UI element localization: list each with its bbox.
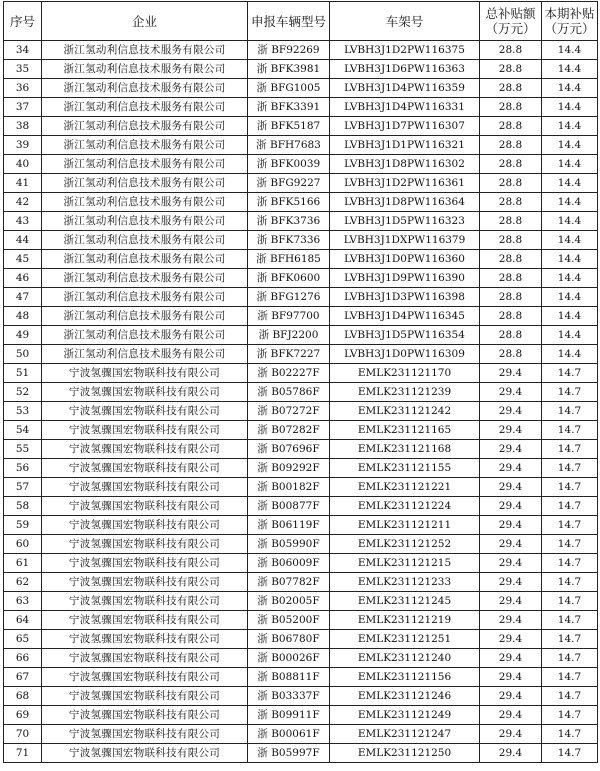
total-subsidy-cell: 29.4 bbox=[480, 611, 542, 630]
serial-number-cell: 36 bbox=[4, 79, 42, 98]
total-subsidy-cell: 29.4 bbox=[480, 440, 542, 459]
plate-number-cell: 浙 BF92269 bbox=[248, 41, 330, 60]
current-subsidy-cell: 14.7 bbox=[542, 421, 598, 440]
table-row bbox=[4, 174, 598, 193]
vin-cell: LVBH3J1D2PW116361 bbox=[330, 174, 480, 193]
total-subsidy-cell: 28.8 bbox=[480, 98, 542, 117]
company-cell: 宁波氢骤国宏物联科技有限公司 bbox=[42, 668, 248, 687]
current-subsidy-cell: 14.7 bbox=[542, 383, 598, 402]
total-subsidy-cell: 28.8 bbox=[480, 326, 542, 345]
total-subsidy-cell: 29.4 bbox=[480, 744, 542, 763]
table-row bbox=[4, 516, 598, 535]
company-cell: 宁波氢骤国宏物联科技有限公司 bbox=[42, 706, 248, 725]
vin-cell: EMLK231121233 bbox=[330, 573, 480, 592]
current-subsidy-cell: 14.7 bbox=[542, 668, 598, 687]
current-subsidy-cell: 14.4 bbox=[542, 136, 598, 155]
company-cell: 浙江氢动利信息技术服务有限公司 bbox=[42, 231, 248, 250]
serial-number-cell: 40 bbox=[4, 155, 42, 174]
current-subsidy-cell: 14.4 bbox=[542, 288, 598, 307]
current-subsidy-cell: 14.7 bbox=[542, 516, 598, 535]
serial-number-cell: 70 bbox=[4, 725, 42, 744]
table-row bbox=[4, 630, 598, 649]
plate-number-cell: 浙 BFH6185 bbox=[248, 250, 330, 269]
table-row bbox=[4, 98, 598, 117]
table-row bbox=[4, 60, 598, 79]
total-subsidy-cell: 28.8 bbox=[480, 60, 542, 79]
serial-number-cell: 37 bbox=[4, 98, 42, 117]
current-subsidy-cell: 14.4 bbox=[542, 307, 598, 326]
current-subsidy-cell: 14.7 bbox=[542, 478, 598, 497]
vin-cell: LVBH3J1D1PW116321 bbox=[330, 136, 480, 155]
table-row bbox=[4, 744, 598, 763]
company-cell: 宁波氢骤国宏物联科技有限公司 bbox=[42, 516, 248, 535]
subsidy-table bbox=[3, 1, 598, 763]
table-body bbox=[4, 41, 598, 763]
table-row bbox=[4, 497, 598, 516]
table-row bbox=[4, 212, 598, 231]
serial-number-cell: 49 bbox=[4, 326, 42, 345]
table-row bbox=[4, 231, 598, 250]
company-cell: 宁波氢骤国宏物联科技有限公司 bbox=[42, 573, 248, 592]
table-row bbox=[4, 41, 598, 60]
total-subsidy-cell: 28.8 bbox=[480, 174, 542, 193]
company-cell: 浙江氢动利信息技术服务有限公司 bbox=[42, 212, 248, 231]
plate-number-cell: 浙 B05200F bbox=[248, 611, 330, 630]
plate-number-cell: 浙 BFK5166 bbox=[248, 193, 330, 212]
total-subsidy-cell: 29.4 bbox=[480, 383, 542, 402]
serial-number-cell: 47 bbox=[4, 288, 42, 307]
header-company: 企业 bbox=[42, 2, 248, 41]
serial-number-cell: 52 bbox=[4, 383, 42, 402]
serial-number-cell: 63 bbox=[4, 592, 42, 611]
plate-number-cell: 浙 BFK3736 bbox=[248, 212, 330, 231]
company-cell: 宁波氢骤国宏物联科技有限公司 bbox=[42, 554, 248, 573]
current-subsidy-cell: 14.7 bbox=[542, 459, 598, 478]
vin-cell: EMLK231121224 bbox=[330, 497, 480, 516]
plate-number-cell: 浙 B00026F bbox=[248, 649, 330, 668]
vin-cell: EMLK231121156 bbox=[330, 668, 480, 687]
serial-number-cell: 50 bbox=[4, 345, 42, 364]
current-subsidy-cell: 14.4 bbox=[542, 98, 598, 117]
plate-number-cell: 浙 BFG1005 bbox=[248, 79, 330, 98]
company-cell: 浙江氢动利信息技术服务有限公司 bbox=[42, 79, 248, 98]
total-subsidy-cell: 29.4 bbox=[480, 668, 542, 687]
company-cell: 浙江氢动利信息技术服务有限公司 bbox=[42, 136, 248, 155]
vin-cell: EMLK231121246 bbox=[330, 687, 480, 706]
serial-number-cell: 68 bbox=[4, 687, 42, 706]
table-row bbox=[4, 79, 598, 98]
serial-number-cell: 58 bbox=[4, 497, 42, 516]
table-row bbox=[4, 193, 598, 212]
current-subsidy-cell: 14.7 bbox=[542, 592, 598, 611]
table-row bbox=[4, 535, 598, 554]
current-subsidy-cell: 14.7 bbox=[542, 687, 598, 706]
current-subsidy-cell: 14.7 bbox=[542, 744, 598, 763]
total-subsidy-cell: 29.4 bbox=[480, 402, 542, 421]
serial-number-cell: 60 bbox=[4, 535, 42, 554]
current-subsidy-cell: 14.4 bbox=[542, 117, 598, 136]
current-subsidy-cell: 14.7 bbox=[542, 440, 598, 459]
company-cell: 浙江氢动利信息技术服务有限公司 bbox=[42, 269, 248, 288]
total-subsidy-cell: 28.8 bbox=[480, 136, 542, 155]
serial-number-cell: 62 bbox=[4, 573, 42, 592]
serial-number-cell: 48 bbox=[4, 307, 42, 326]
company-cell: 宁波氢骤国宏物联科技有限公司 bbox=[42, 459, 248, 478]
total-subsidy-cell: 29.4 bbox=[480, 592, 542, 611]
vin-cell: EMLK231121240 bbox=[330, 649, 480, 668]
total-subsidy-cell: 29.4 bbox=[480, 725, 542, 744]
plate-number-cell: 浙 B06009F bbox=[248, 554, 330, 573]
table-row bbox=[4, 250, 598, 269]
table-row bbox=[4, 459, 598, 478]
serial-number-cell: 59 bbox=[4, 516, 42, 535]
table-row bbox=[4, 649, 598, 668]
total-subsidy-cell: 28.8 bbox=[480, 193, 542, 212]
plate-number-cell: 浙 B07272F bbox=[248, 402, 330, 421]
vin-cell: LVBH3J1DXPW116379 bbox=[330, 231, 480, 250]
plate-number-cell: 浙 BFK7336 bbox=[248, 231, 330, 250]
company-cell: 浙江氢动利信息技术服务有限公司 bbox=[42, 41, 248, 60]
serial-number-cell: 38 bbox=[4, 117, 42, 136]
plate-number-cell: 浙 BFK3981 bbox=[248, 60, 330, 79]
total-subsidy-cell: 29.4 bbox=[480, 459, 542, 478]
company-cell: 宁波氢骤国宏物联科技有限公司 bbox=[42, 725, 248, 744]
vin-cell: EMLK231121249 bbox=[330, 706, 480, 725]
current-subsidy-cell: 14.4 bbox=[542, 212, 598, 231]
plate-number-cell: 浙 B02227F bbox=[248, 364, 330, 383]
vin-cell: LVBH3J1D4PW116359 bbox=[330, 79, 480, 98]
vin-cell: LVBH3J1D6PW116363 bbox=[330, 60, 480, 79]
vin-cell: LVBH3J1D0PW116360 bbox=[330, 250, 480, 269]
header-serial-number: 序号 bbox=[4, 2, 42, 41]
serial-number-cell: 57 bbox=[4, 478, 42, 497]
table-row bbox=[4, 725, 598, 744]
current-subsidy-cell: 14.7 bbox=[542, 611, 598, 630]
serial-number-cell: 51 bbox=[4, 364, 42, 383]
company-cell: 宁波氢骤国宏物联科技有限公司 bbox=[42, 687, 248, 706]
serial-number-cell: 39 bbox=[4, 136, 42, 155]
plate-number-cell: 浙 BFH7683 bbox=[248, 136, 330, 155]
plate-number-cell: 浙 B00877F bbox=[248, 497, 330, 516]
plate-number-cell: 浙 B07282F bbox=[248, 421, 330, 440]
vin-cell: LVBH3J1D5PW116354 bbox=[330, 326, 480, 345]
total-subsidy-cell: 28.8 bbox=[480, 117, 542, 136]
current-subsidy-cell: 14.7 bbox=[542, 573, 598, 592]
table-row bbox=[4, 307, 598, 326]
company-cell: 浙江氢动利信息技术服务有限公司 bbox=[42, 174, 248, 193]
vin-cell: EMLK231121250 bbox=[330, 744, 480, 763]
serial-number-cell: 45 bbox=[4, 250, 42, 269]
current-subsidy-cell: 14.7 bbox=[542, 630, 598, 649]
header-vin: 车架号 bbox=[330, 2, 480, 41]
vin-cell: EMLK231121165 bbox=[330, 421, 480, 440]
total-subsidy-cell: 28.8 bbox=[480, 155, 542, 174]
company-cell: 浙江氢动利信息技术服务有限公司 bbox=[42, 288, 248, 307]
table-row bbox=[4, 117, 598, 136]
total-subsidy-cell: 29.4 bbox=[480, 364, 542, 383]
table-row bbox=[4, 668, 598, 687]
plate-number-cell: 浙 B06119F bbox=[248, 516, 330, 535]
company-cell: 浙江氢动利信息技术服务有限公司 bbox=[42, 250, 248, 269]
total-subsidy-cell: 29.4 bbox=[480, 516, 542, 535]
vin-cell: EMLK231121215 bbox=[330, 554, 480, 573]
serial-number-cell: 56 bbox=[4, 459, 42, 478]
plate-number-cell: 浙 B02005F bbox=[248, 592, 330, 611]
serial-number-cell: 69 bbox=[4, 706, 42, 725]
table-row bbox=[4, 611, 598, 630]
company-cell: 宁波氢骤国宏物联科技有限公司 bbox=[42, 497, 248, 516]
header-current-subsidy: 本期补贴（万元） bbox=[542, 2, 598, 41]
total-subsidy-cell: 29.4 bbox=[480, 573, 542, 592]
total-subsidy-cell: 28.8 bbox=[480, 269, 542, 288]
vin-cell: LVBH3J1D2PW116375 bbox=[330, 41, 480, 60]
serial-number-cell: 35 bbox=[4, 60, 42, 79]
company-cell: 宁波氢骤国宏物联科技有限公司 bbox=[42, 611, 248, 630]
table-row bbox=[4, 288, 598, 307]
serial-number-cell: 46 bbox=[4, 269, 42, 288]
table-row bbox=[4, 554, 598, 573]
vin-cell: LVBH3J1D0PW116309 bbox=[330, 345, 480, 364]
company-cell: 宁波氢骤国宏物联科技有限公司 bbox=[42, 440, 248, 459]
current-subsidy-cell: 14.7 bbox=[542, 649, 598, 668]
current-subsidy-cell: 14.7 bbox=[542, 554, 598, 573]
serial-number-cell: 64 bbox=[4, 611, 42, 630]
current-subsidy-cell: 14.7 bbox=[542, 706, 598, 725]
company-cell: 宁波氢骤国宏物联科技有限公司 bbox=[42, 630, 248, 649]
vin-cell: LVBH3J1D7PW116307 bbox=[330, 117, 480, 136]
table-row bbox=[4, 326, 598, 345]
table-row bbox=[4, 136, 598, 155]
vin-cell: EMLK231121168 bbox=[330, 440, 480, 459]
total-subsidy-cell: 29.4 bbox=[480, 649, 542, 668]
plate-number-cell: 浙 B05997F bbox=[248, 744, 330, 763]
current-subsidy-cell: 14.4 bbox=[542, 269, 598, 288]
company-cell: 浙江氢动利信息技术服务有限公司 bbox=[42, 193, 248, 212]
plate-number-cell: 浙 B09292F bbox=[248, 459, 330, 478]
vin-cell: EMLK231121247 bbox=[330, 725, 480, 744]
plate-number-cell: 浙 B07696F bbox=[248, 440, 330, 459]
serial-number-cell: 53 bbox=[4, 402, 42, 421]
company-cell: 浙江氢动利信息技术服务有限公司 bbox=[42, 307, 248, 326]
total-subsidy-cell: 29.4 bbox=[480, 687, 542, 706]
plate-number-cell: 浙 B00061F bbox=[248, 725, 330, 744]
total-subsidy-cell: 29.4 bbox=[480, 554, 542, 573]
plate-number-cell: 浙 B06780F bbox=[248, 630, 330, 649]
current-subsidy-cell: 14.4 bbox=[542, 231, 598, 250]
vin-cell: EMLK231121211 bbox=[330, 516, 480, 535]
company-cell: 宁波氢骤国宏物联科技有限公司 bbox=[42, 592, 248, 611]
serial-number-cell: 54 bbox=[4, 421, 42, 440]
company-cell: 宁波氢骤国宏物联科技有限公司 bbox=[42, 649, 248, 668]
company-cell: 浙江氢动利信息技术服务有限公司 bbox=[42, 117, 248, 136]
header-row bbox=[4, 2, 598, 41]
total-subsidy-cell: 28.8 bbox=[480, 250, 542, 269]
serial-number-cell: 43 bbox=[4, 212, 42, 231]
vin-cell: LVBH3J1D5PW116323 bbox=[330, 212, 480, 231]
vin-cell: LVBH3J1D4PW116345 bbox=[330, 307, 480, 326]
company-cell: 宁波氢骤国宏物联科技有限公司 bbox=[42, 402, 248, 421]
serial-number-cell: 55 bbox=[4, 440, 42, 459]
table-row bbox=[4, 269, 598, 288]
vin-cell: EMLK231121245 bbox=[330, 592, 480, 611]
current-subsidy-cell: 14.7 bbox=[542, 535, 598, 554]
total-subsidy-cell: 28.8 bbox=[480, 212, 542, 231]
plate-number-cell: 浙 B05990F bbox=[248, 535, 330, 554]
current-subsidy-cell: 14.4 bbox=[542, 193, 598, 212]
table-row bbox=[4, 155, 598, 174]
company-cell: 宁波氢骤国宏物联科技有限公司 bbox=[42, 535, 248, 554]
total-subsidy-cell: 29.4 bbox=[480, 630, 542, 649]
table-row bbox=[4, 421, 598, 440]
current-subsidy-cell: 14.4 bbox=[542, 250, 598, 269]
current-subsidy-cell: 14.7 bbox=[542, 497, 598, 516]
plate-number-cell: 浙 B03337F bbox=[248, 687, 330, 706]
company-cell: 宁波氢骤国宏物联科技有限公司 bbox=[42, 744, 248, 763]
table-row bbox=[4, 687, 598, 706]
vin-cell: LVBH3J1D4PW116331 bbox=[330, 98, 480, 117]
vin-cell: EMLK231121251 bbox=[330, 630, 480, 649]
company-cell: 浙江氢动利信息技术服务有限公司 bbox=[42, 326, 248, 345]
plate-number-cell: 浙 B09911F bbox=[248, 706, 330, 725]
company-cell: 宁波氢骤国宏物联科技有限公司 bbox=[42, 364, 248, 383]
total-subsidy-cell: 29.4 bbox=[480, 478, 542, 497]
serial-number-cell: 65 bbox=[4, 630, 42, 649]
current-subsidy-cell: 14.4 bbox=[542, 326, 598, 345]
table-header bbox=[4, 2, 598, 41]
table-row bbox=[4, 364, 598, 383]
vin-cell: LVBH3J1D3PW116398 bbox=[330, 288, 480, 307]
plate-number-cell: 浙 B05786F bbox=[248, 383, 330, 402]
plate-number-cell: 浙 BFG9227 bbox=[248, 174, 330, 193]
company-cell: 浙江氢动利信息技术服务有限公司 bbox=[42, 60, 248, 79]
company-cell: 浙江氢动利信息技术服务有限公司 bbox=[42, 155, 248, 174]
table-row bbox=[4, 440, 598, 459]
vin-cell: LVBH3J1D8PW116302 bbox=[330, 155, 480, 174]
vin-cell: EMLK231121155 bbox=[330, 459, 480, 478]
total-subsidy-cell: 29.4 bbox=[480, 535, 542, 554]
table-row bbox=[4, 402, 598, 421]
total-subsidy-cell: 29.4 bbox=[480, 706, 542, 725]
serial-number-cell: 67 bbox=[4, 668, 42, 687]
total-subsidy-cell: 28.8 bbox=[480, 288, 542, 307]
plate-number-cell: 浙 BF97700 bbox=[248, 307, 330, 326]
current-subsidy-cell: 14.7 bbox=[542, 364, 598, 383]
serial-number-cell: 41 bbox=[4, 174, 42, 193]
company-cell: 宁波氢骤国宏物联科技有限公司 bbox=[42, 478, 248, 497]
total-subsidy-cell: 28.8 bbox=[480, 307, 542, 326]
vin-cell: EMLK231121239 bbox=[330, 383, 480, 402]
current-subsidy-cell: 14.4 bbox=[542, 60, 598, 79]
vin-cell: EMLK231121221 bbox=[330, 478, 480, 497]
header-total-subsidy: 总补贴额（万元） bbox=[480, 2, 542, 41]
current-subsidy-cell: 14.4 bbox=[542, 345, 598, 364]
serial-number-cell: 61 bbox=[4, 554, 42, 573]
total-subsidy-cell: 28.8 bbox=[480, 231, 542, 250]
plate-number-cell: 浙 BFJ2200 bbox=[248, 326, 330, 345]
table-row bbox=[4, 592, 598, 611]
serial-number-cell: 34 bbox=[4, 41, 42, 60]
serial-number-cell: 42 bbox=[4, 193, 42, 212]
company-cell: 浙江氢动利信息技术服务有限公司 bbox=[42, 98, 248, 117]
plate-number-cell: 浙 BFK0039 bbox=[248, 155, 330, 174]
total-subsidy-cell: 28.8 bbox=[480, 79, 542, 98]
current-subsidy-cell: 14.7 bbox=[542, 402, 598, 421]
current-subsidy-cell: 14.7 bbox=[542, 725, 598, 744]
total-subsidy-cell: 28.8 bbox=[480, 345, 542, 364]
table-row bbox=[4, 478, 598, 497]
company-cell: 浙江氢动利信息技术服务有限公司 bbox=[42, 345, 248, 364]
table-row bbox=[4, 383, 598, 402]
plate-number-cell: 浙 B00182F bbox=[248, 478, 330, 497]
vin-cell: EMLK231121170 bbox=[330, 364, 480, 383]
company-cell: 宁波氢骤国宏物联科技有限公司 bbox=[42, 421, 248, 440]
vin-cell: EMLK231121242 bbox=[330, 402, 480, 421]
header-vehicle-model: 申报车辆型号 bbox=[248, 2, 330, 41]
vin-cell: EMLK231121252 bbox=[330, 535, 480, 554]
table-row bbox=[4, 345, 598, 364]
plate-number-cell: 浙 BFK0600 bbox=[248, 269, 330, 288]
plate-number-cell: 浙 BFK3391 bbox=[248, 98, 330, 117]
current-subsidy-cell: 14.4 bbox=[542, 79, 598, 98]
total-subsidy-cell: 28.8 bbox=[480, 41, 542, 60]
plate-number-cell: 浙 B08811F bbox=[248, 668, 330, 687]
total-subsidy-cell: 29.4 bbox=[480, 421, 542, 440]
company-cell: 宁波氢骤国宏物联科技有限公司 bbox=[42, 383, 248, 402]
plate-number-cell: 浙 BFK7227 bbox=[248, 345, 330, 364]
plate-number-cell: 浙 B07782F bbox=[248, 573, 330, 592]
total-subsidy-cell: 29.4 bbox=[480, 497, 542, 516]
vin-cell: LVBH3J1D9PW116390 bbox=[330, 269, 480, 288]
current-subsidy-cell: 14.4 bbox=[542, 41, 598, 60]
serial-number-cell: 71 bbox=[4, 744, 42, 763]
vin-cell: EMLK231121219 bbox=[330, 611, 480, 630]
vin-cell: LVBH3J1D8PW116364 bbox=[330, 193, 480, 212]
current-subsidy-cell: 14.4 bbox=[542, 155, 598, 174]
serial-number-cell: 66 bbox=[4, 649, 42, 668]
table-row bbox=[4, 706, 598, 725]
table-row bbox=[4, 573, 598, 592]
serial-number-cell: 44 bbox=[4, 231, 42, 250]
plate-number-cell: 浙 BFK5187 bbox=[248, 117, 330, 136]
current-subsidy-cell: 14.4 bbox=[542, 174, 598, 193]
plate-number-cell: 浙 BFG1276 bbox=[248, 288, 330, 307]
